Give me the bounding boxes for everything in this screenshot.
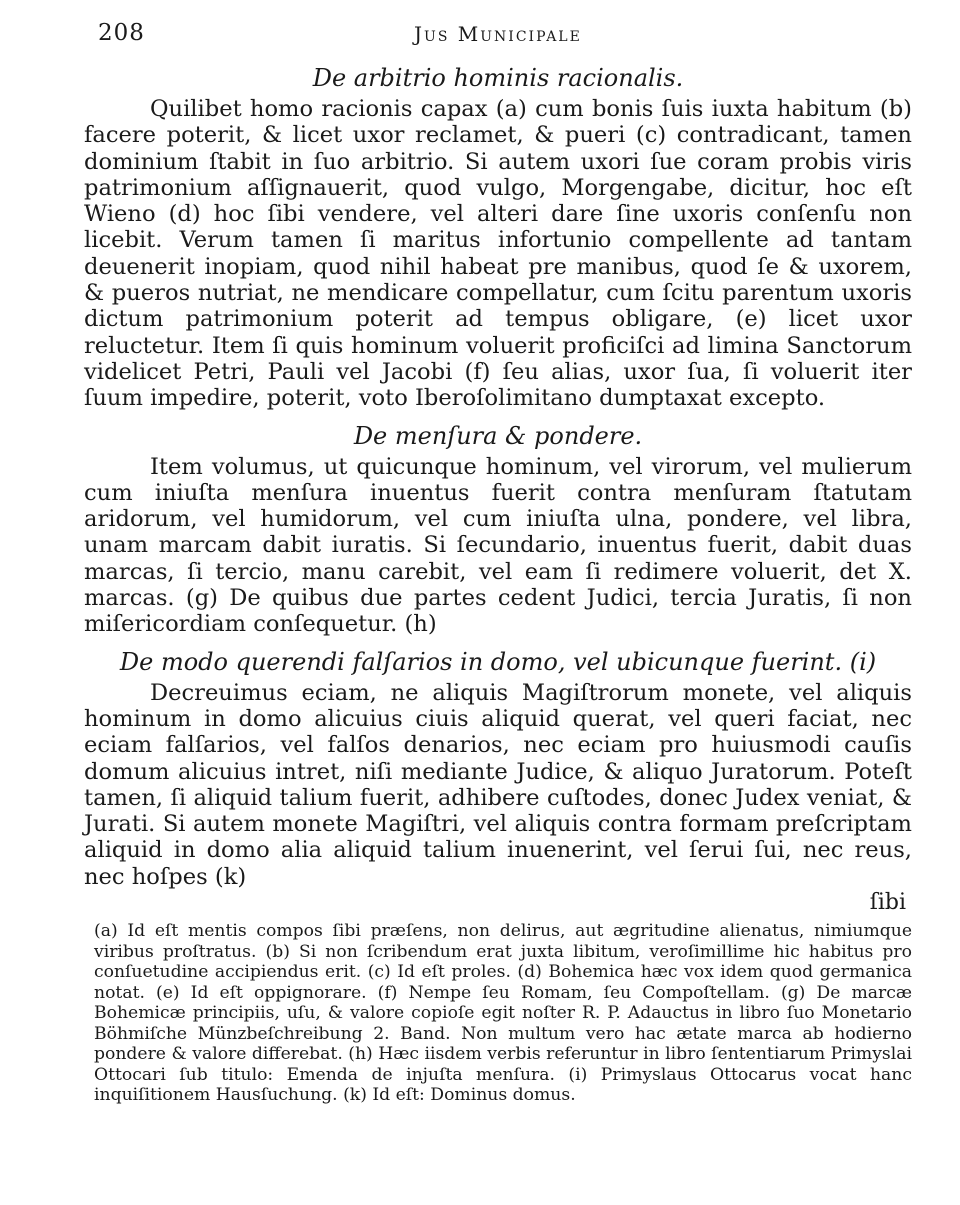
section-title-mensura: De menſura & pondere. xyxy=(353,421,643,450)
page-number: 208 xyxy=(98,20,145,46)
section-title-arbitrio: De arbitrio hominis racionalis. xyxy=(312,64,684,92)
paragraph-falsarios: Decreuimus eciam, ne aliquis Magiſtrorum monete, vel aliquis hominum in domo alicuius ciuis aliquid querat, vel queri faciat, nec eciam falſarios, vel falſos denarios, nec eciam pro huiusmodi cauſis domum alicuius intret, niſi mediante Judice, & aliquo Juratorum. Poteſt tamen, ſi aliquid talium fuerit, adhibere cuſtodes, donec Judex veniat, & Jurati. Si autem monete Magiſtri, vel aliquis contra formam preſcriptam aliquid in domo alia aliquid talium inuenerint, vel ſerui ſui, nec reus, nec hoſpes (k) xyxy=(84,679,912,890)
paragraph-arbitrio: Quilibet homo racionis capax (a) cum bonis ſuis iuxta habitum (b) facere poterit, & licet uxor reclamet, & pueri (c) contradicant, tamen dominium ſtabit in ſuo arbitrio. Si autem uxori ſue coram probis viris patrimonium aſſignauerit, quod vulgo, Morgengabe, dicitur, hoc eſt Wieno (d) hoc ſibi vendere, vel alteri dare ſine uxoris conſenſu non licebit. Verum tamen ſi maritus infortunio compellente ad tantam deuenerit inopiam, quod nihil habeat pre manibus, quod ſe & uxorem, & pueros nutriat, ne mendicare compellatur, cum ſcitu parentum uxoris dictum patrimonium poterit ad tempus obligare, (e) licet uxor reluctetur. Item ſi quis hominum voluerit proficiſci ad limina Sanctorum videlicet Petri, Pauli vel Jacobi (f) ſeu alias, uxor ſua, ſi voluerit iter ſuum impedire, poterit, voto Iberoſolimitano dumptaxat excepto. xyxy=(84,96,912,412)
catchword: ſibi xyxy=(869,890,906,916)
footnotes: (a) Id eſt mentis compos ſibi præſens, non delirus, aut ægritudine alienatus, nimiumque viribus proſtratus. (b) Si non ſcribendum erat juxta libitum, veroſimillime hic habitus pro conſuetudine accipiendus erit. (c) Id eſt proles. (d) Bohemica hæc vox idem quod germanica notat. (e) Id eſt oppignorare. (f) Nempe ſeu Romam, ſeu Compoſtellam. (g) De marcæ Bohemicæ principiis, uſu, & valore copioſe egit noſter R. P. Adauctus in libro ſuo Monetario Böhmiſche Münzbeſchreibung 2. Band. Non multum vero hac ætate marca ab hodierno pondere & valore differebat. (h) Hæc iisdem verbis referuntur in libro ſententiarum Primyslai Ottocari ſub titulo: Emenda de injuſta menſura. (i) Primyslaus Ottocarus vocat hanc inquiſitionem Hausſuchung. (k) Id eſt: Dominus domus. xyxy=(94,921,912,1106)
running-title: Jus Municipale xyxy=(414,22,582,46)
page-header xyxy=(84,14,912,54)
paragraph-mensura: Item volumus, ut quicunque hominum, vel virorum, vel mulierum cum iniuſta menſura inuentus fuerit contra menſuram ſtatutam aridorum, vel humidorum, vel cum iniuſta ulna, pondere, vel libra, unam marcam dabit iuratis. Si ſecundario, inuentus fuerit, dabit duas marcas, ſi tercio, manu carebit, vel eam ſi redimere voluerit, det X. marcas. (g) De quibus due partes cedent Judici, tercia Juratis, ſi non miſericordiam conſequetur. (h) xyxy=(84,453,912,638)
section-title-falsarios: De modo querendi falſarios in domo, vel ubicunque fuerint. (i) xyxy=(119,647,877,676)
